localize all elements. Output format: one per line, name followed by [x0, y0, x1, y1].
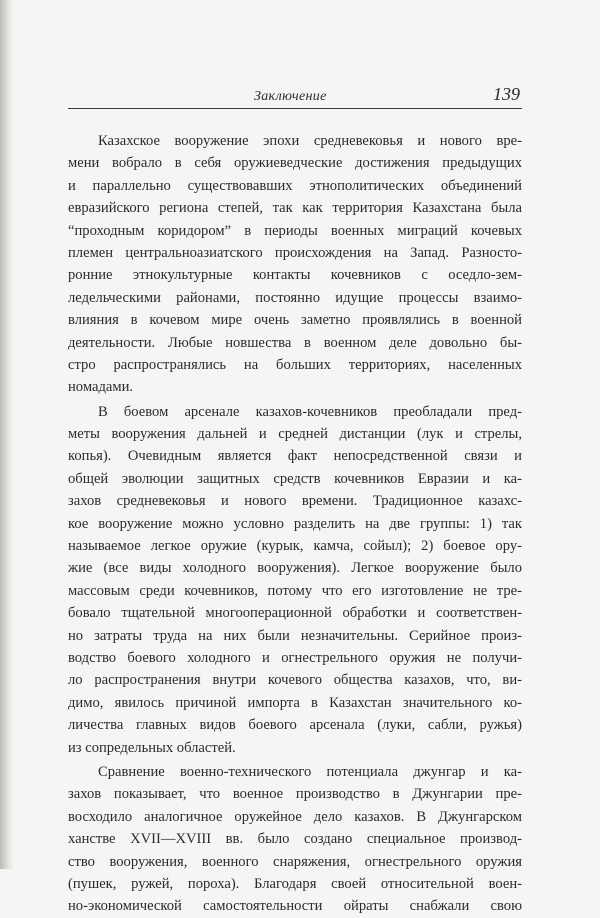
text-line: бовало тщательной многооперационной обработки и соответствен-: [68, 605, 522, 622]
text-line: общей эволюции защитных средств кочевников Евразии и ка-: [68, 470, 522, 487]
paragraph-2: [68, 401, 522, 759]
text-line: копья). Очевидным является факт непосредственной связи и: [68, 448, 522, 465]
running-head: Заключение: [254, 89, 327, 104]
text-line: называемое легкое оружие (курык, камча, сойыл); 2) боевое ору-: [68, 538, 522, 555]
text-line: номадами.: [68, 379, 134, 396]
text-line: мени вобрало в себя оружиеведческие достижения предыдущих: [68, 155, 522, 172]
text-line: водство боевого холодного и огнестрельного оружия не получи-: [68, 649, 522, 666]
text-line: евразийского региона степей, так как территория Казахстана была: [68, 200, 522, 217]
text-line: (пушек, ружей, пороха). Благодаря своей относительной воен-: [68, 875, 522, 892]
text-line: ство вооружения, военного снаряжения, огнестрельного оружия: [68, 853, 522, 870]
text-line: и параллельно существовавших этнополитических объединений: [68, 177, 522, 194]
text-line: “проходным коридором” в периоды военных миграций кочевых: [68, 222, 522, 239]
text-line: кое вооружение можно условно разделить на две группы: 1) так: [68, 515, 522, 532]
text-line: но затраты труда на них были незначительны. Серийное произ-: [68, 627, 522, 644]
text-line: В боевом арсенале казахов-кочевников преобладали пред-: [98, 403, 522, 420]
text-line: массовым среди кочевников, потому что его изготовление не тре-: [68, 582, 522, 599]
text-line: влияния в кочевом мире очень заметно проявлялись в военной: [68, 312, 522, 329]
body-text: [68, 130, 522, 918]
text-line: ледельческими районами, постоянно идущие процессы взаимо-: [68, 289, 522, 306]
text-line: ханстве XVII—XVIII вв. было создано специальное производ-: [68, 831, 522, 848]
page-header: [68, 86, 522, 109]
paragraph-3: [68, 761, 522, 918]
text-line: восходило аналогичное оружейное дело казахов. В Джунгарском: [68, 808, 522, 825]
text-line: Казахское вооружение эпохи средневековья и нового вре-: [98, 133, 522, 149]
text-line: жие (все виды холодного вооружения). Легкое вооружение было: [68, 560, 522, 577]
text-line: захов показывает, что военное производство в Джунгарии пре-: [68, 786, 522, 803]
text-line: ронние этнокультурные контакты кочевников с оседло-зем-: [68, 267, 522, 284]
paragraph-1: [68, 130, 522, 399]
text-line: стро распространялись на больших территориях, населенных: [68, 356, 522, 373]
text-line: меты вооружения дальней и средней дистанции (лук и стрелы,: [68, 426, 522, 443]
text-line: Сравнение военно-технического потенциала джунгар и ка-: [98, 763, 522, 780]
text-line: ло распространения внутри кочевого общества казахов, что, ви-: [68, 672, 522, 689]
text-line: племен центральноазиатского происхождения на Запад. Разносто-: [68, 244, 522, 261]
text-line: из сопредельных областей.: [68, 739, 236, 756]
text-line: личества главных видов боевого арсенала (луки, сабли, ружья): [68, 717, 522, 734]
text-line: но-экономической самостоятельности ойраты снабжали свою: [68, 898, 522, 915]
page-number: 139: [493, 84, 520, 104]
text-line: захов средневековья и нового времени. Традиционное казахс-: [68, 493, 522, 510]
page-gutter-shadow: [0, 0, 14, 869]
text-line: димо, явилось причиной импорта в Казахстан значительного ко-: [68, 694, 522, 711]
text-line: деятельности. Любые новшества в военном деле довольно бы-: [68, 334, 522, 351]
